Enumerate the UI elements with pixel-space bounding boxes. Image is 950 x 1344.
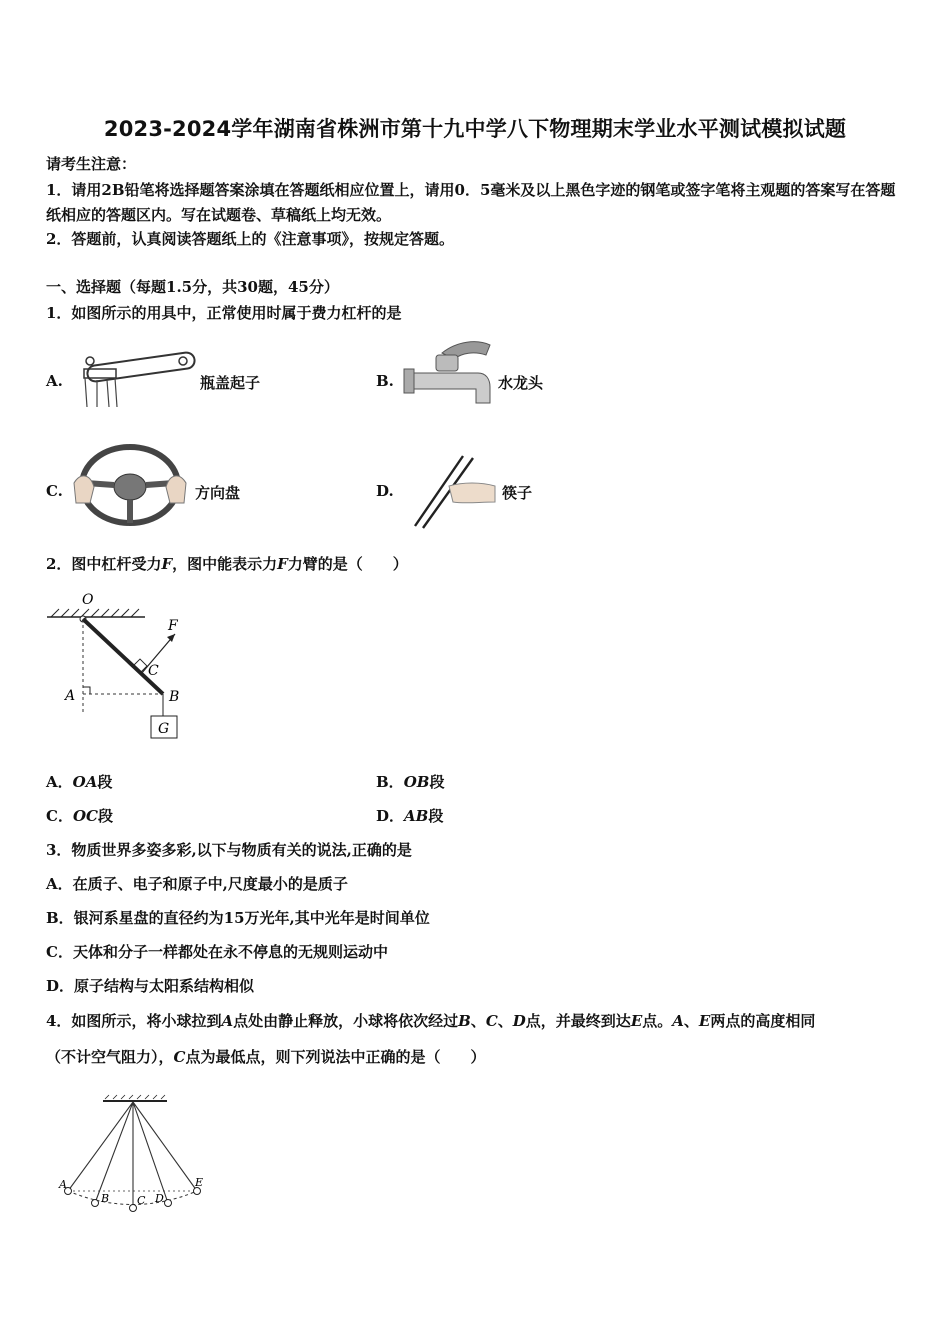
fig4-label-a: A <box>59 1178 67 1191</box>
lever-diagram <box>45 590 195 750</box>
q1-option-a-key: A. <box>46 372 63 390</box>
fig-label-g: G <box>158 721 170 737</box>
notice-heading: 请考生注意： <box>46 155 137 173</box>
q1-option-c-key: C. <box>46 482 63 500</box>
q3-option-b: B．银河系星盘的直径约为15万光年,其中光年是时间单位 <box>46 909 430 927</box>
q2-option-c: C．OC段 <box>46 807 113 825</box>
q2-option-a: A．OA段 <box>46 773 113 791</box>
fig-label-c: C <box>148 663 159 679</box>
q2-option-b: B．OB段 <box>376 773 445 791</box>
fig4-label-e: E <box>195 1176 204 1189</box>
pendulum-diagram <box>55 1090 215 1220</box>
q1-option-d-text: 筷子 <box>502 484 533 502</box>
notice-item-1: 1．请用2B铅笔将选择题答案涂填在答题纸相应位置上，请用0．5毫米及以上黑色字迹的钢笔或签字笔将主观题的答案写在答题纸相应的答题区内。写在试题卷、草稿纸上均无效。 <box>46 181 896 224</box>
q1-option-c-text: 方向盘 <box>195 484 241 502</box>
bottle-opener-icon <box>75 345 200 410</box>
fig4-label-d: D <box>155 1192 164 1205</box>
fig4-label-c: C <box>137 1194 146 1207</box>
q3-option-c: C．天体和分子一样都处在永不停息的无规则运动中 <box>46 943 388 961</box>
q1-option-d-key: D. <box>376 482 394 500</box>
notice-item-2: 2．答题前，认真阅读答题纸上的《注意事项》，按规定答题。 <box>46 230 454 248</box>
section-heading: 一、选择题（每题1.5分，共30题，45分） <box>46 278 339 296</box>
q3-option-a: A．在质子、电子和原子中,尺度最小的是质子 <box>46 875 348 893</box>
fig-label-a: A <box>65 688 76 704</box>
fig-label-f: F <box>168 618 178 634</box>
page-title: 2023-2024学年湖南省株洲市第十九中学八下物理期末学业水平测试模拟试题 <box>103 117 847 141</box>
q1-option-b-key: B. <box>376 372 394 390</box>
q1-option-a-text: 瓶盖起子 <box>200 374 261 392</box>
q1-option-b-text: 水龙头 <box>498 374 544 392</box>
steering-wheel-icon <box>72 443 190 529</box>
q1-stem: 1．如图所示的用具中，正常使用时属于费力杠杆的是 <box>46 304 402 322</box>
q3-option-d: D．原子结构与太阳系结构相似 <box>46 977 255 995</box>
chopsticks-icon <box>405 452 497 530</box>
fig-label-o: O <box>82 592 94 608</box>
q4-stem-line-1: 4．如图所示，将小球拉到A点处由静止释放，小球将依次经过B、C、D点，并最终到达E点。A、E两点的高度相同 <box>46 1012 816 1030</box>
fig-label-b: B <box>169 689 180 705</box>
faucet-icon <box>402 335 494 415</box>
q3-stem: 3．物质世界多姿多彩,以下与物质有关的说法,正确的是 <box>46 841 412 859</box>
q2-stem: 2．图中杠杆受力F，图中能表示力F力臂的是（ ） <box>46 555 408 573</box>
q4-stem-line-2: （不计空气阻力），C点为最低点，则下列说法中正确的是（ ） <box>46 1048 486 1066</box>
q2-option-d: D．AB段 <box>376 807 444 825</box>
fig4-label-b: B <box>101 1192 110 1205</box>
